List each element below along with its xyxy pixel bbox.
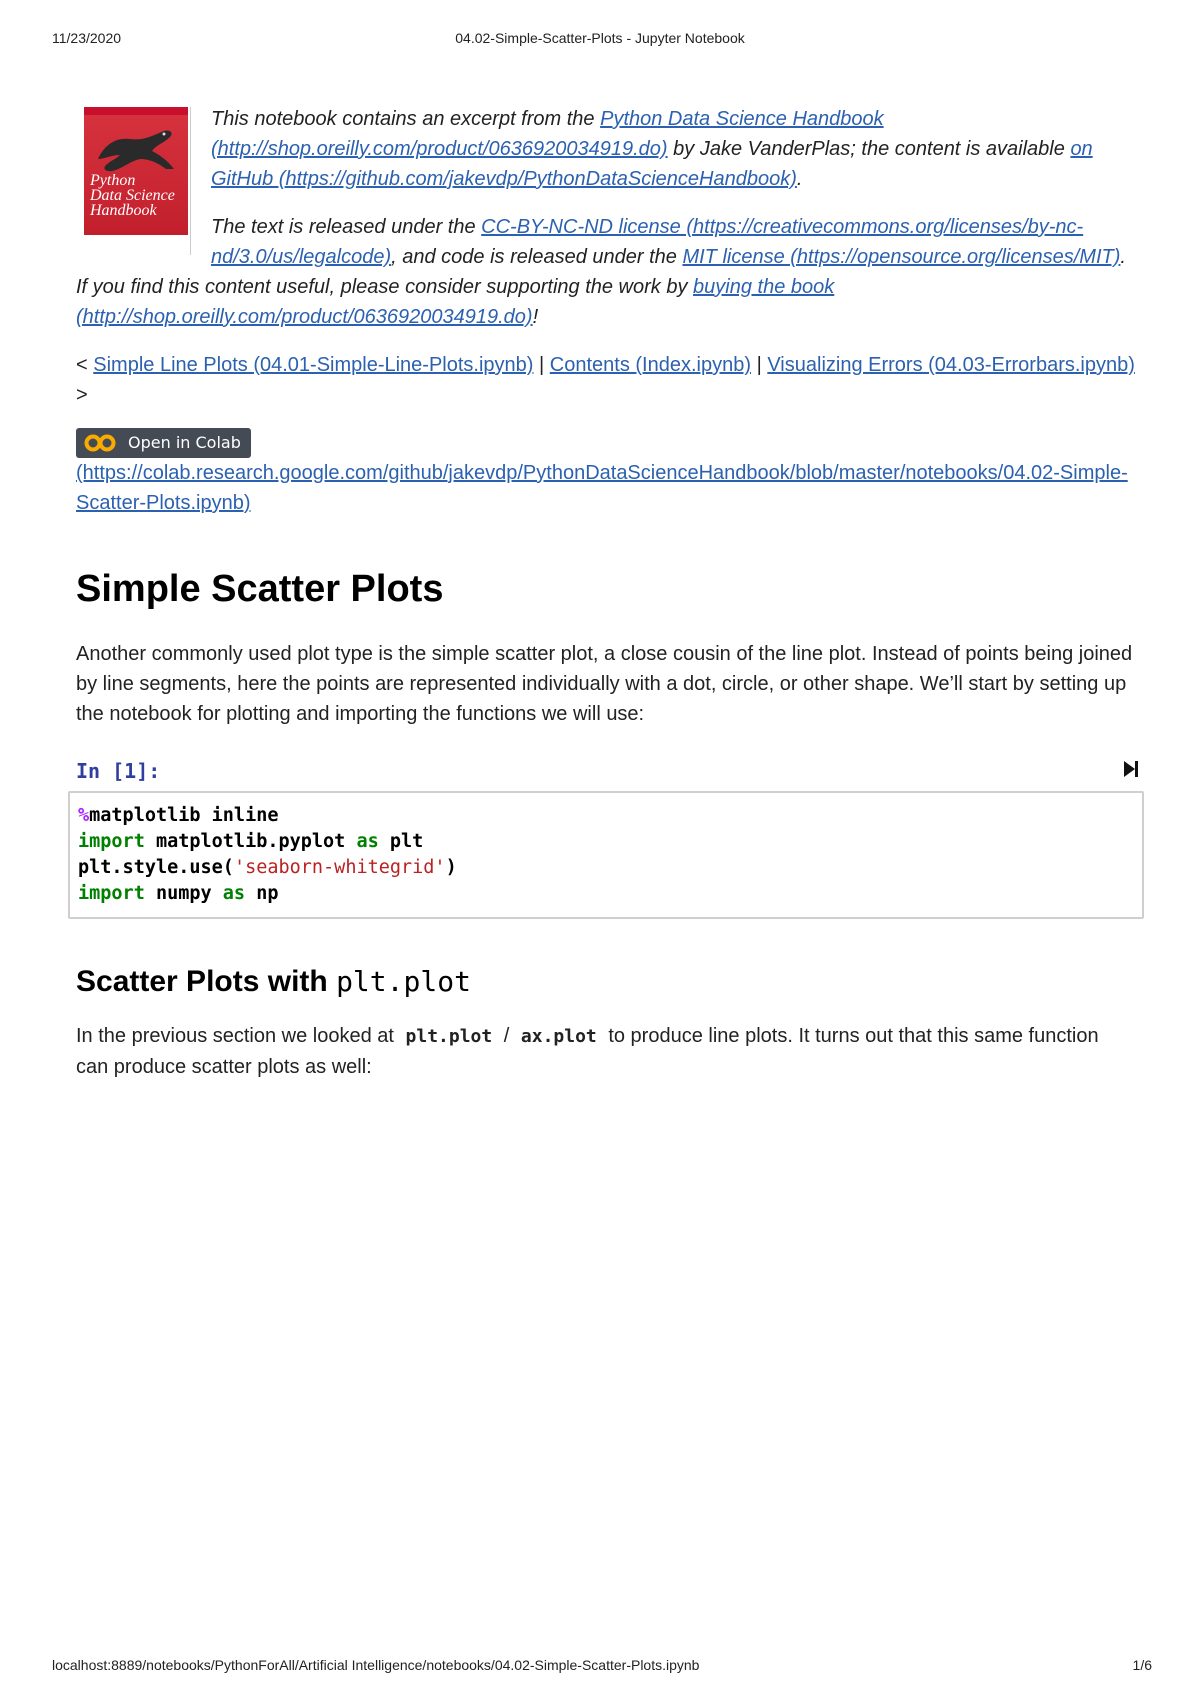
book-cover-image: [84, 107, 191, 255]
colab-logo-icon: [84, 434, 116, 452]
intro-text: Another commonly used plot type is the simple scatter plot, a close cousin of the line plot. Instead of points being joined by line segments, here the points are represented individually with a dot, circle, or other shape. We’ll start by setting up the notebook for plotting and importing the functions we will use:: [76, 643, 1133, 725]
github-link[interactable]: on GitHub (https://github.com/jakevdp/PythonDataScienceHandbook): [211, 138, 1093, 190]
contents-link[interactable]: Contents (Index.ipynb): [549, 354, 752, 376]
section-paragraph: In the previous section we looked at plt.plot / ax.plot to produce line plots. It turns out that this same function can produce scatter plots as well:: [76, 1025, 1099, 1078]
code-cell-input[interactable]: [68, 791, 1144, 919]
code-line-1: %matplotlib inline: [78, 805, 279, 826]
intro-block: [76, 104, 1136, 332]
print-date: 11/23/2020: [52, 30, 122, 46]
cc-license-link[interactable]: CC-BY-NC-ND license (https://creativecommons.org/licenses/by-nc-nd/3.0/us/legalcode): [211, 216, 1084, 268]
intro-paragraph-1: This notebook contains an excerpt from the Python Data Science Handbook (http://shop.oreilly.com/product/0636920034919.do) by Jake VanderPlas; the content is available on GitHub (https://github.com/jakevdp/PythonDataScienceHandbook).: [211, 108, 1093, 190]
notebook-navigation: < Simple Line Plots (04.01-Simple-Line-Plots.ipynb) | Contents (Index.ipynb) | Visualizing Errors (04.03-Errorbars.ipynb) >: [76, 354, 1135, 406]
code-line-4: import numpy as np: [78, 883, 279, 904]
notebook-content: [76, 104, 1136, 1112]
section-heading: Scatter Plots with plt.plot: [76, 965, 471, 998]
lizard-illustration: [94, 125, 178, 175]
run-cell-icon[interactable]: [1123, 759, 1139, 779]
next-notebook-link[interactable]: Visualizing Errors (04.03-Errorbars.ipynb): [767, 354, 1135, 376]
code-line-2: import matplotlib.pyplot as plt: [78, 831, 424, 852]
handbook-link[interactable]: Python Data Science Handbook (http://shop.oreilly.com/product/0636920034919.do): [211, 108, 884, 160]
print-title: 04.02-Simple-Scatter-Plots - Jupyter Notebook: [455, 30, 745, 46]
code-line-3: plt.style.use('seaborn-whitegrid'): [78, 857, 457, 878]
mit-license-link[interactable]: MIT license (https://opensource.org/licenses/MIT): [682, 246, 1121, 268]
buy-book-link[interactable]: buying the book (http://shop.oreilly.com/product/0636920034919.do): [76, 276, 835, 328]
colab-block: [76, 428, 1136, 518]
open-in-colab-button[interactable]: Open in Colab: [76, 428, 251, 458]
cell-prompt: In [1]:: [76, 759, 1136, 783]
cover-title: Python Data Science Handbook: [90, 172, 175, 219]
print-url: localhost:8889/notebooks/PythonForAll/Artificial Intelligence/notebooks/04.02-Simple-Scatter-Plots.ipynb: [52, 1657, 700, 1673]
intro-paragraph-2: The text is released under the CC-BY-NC-ND license (https://creativecommons.org/licenses/by-nc-nd/3.0/us/legalcode), and code is released under the MIT license (https://opensource.org/licenses/MIT). If you find this content useful, please consider supporting the work by buying the book (http://shop.oreilly.com/product/0636920034919.do)!: [76, 216, 1126, 328]
colab-link[interactable]: (https://colab.research.google.com/github/jakevdp/PythonDataScienceHandbook/blob/master/notebooks/04.02-Simple-Scatter-Plots.ipynb): [76, 462, 1128, 514]
page-title: Simple Scatter Plots: [76, 568, 444, 610]
page-number: 1/6: [1132, 1657, 1152, 1673]
prev-notebook-link[interactable]: Simple Line Plots (04.01-Simple-Line-Plots.ipynb): [93, 354, 534, 376]
